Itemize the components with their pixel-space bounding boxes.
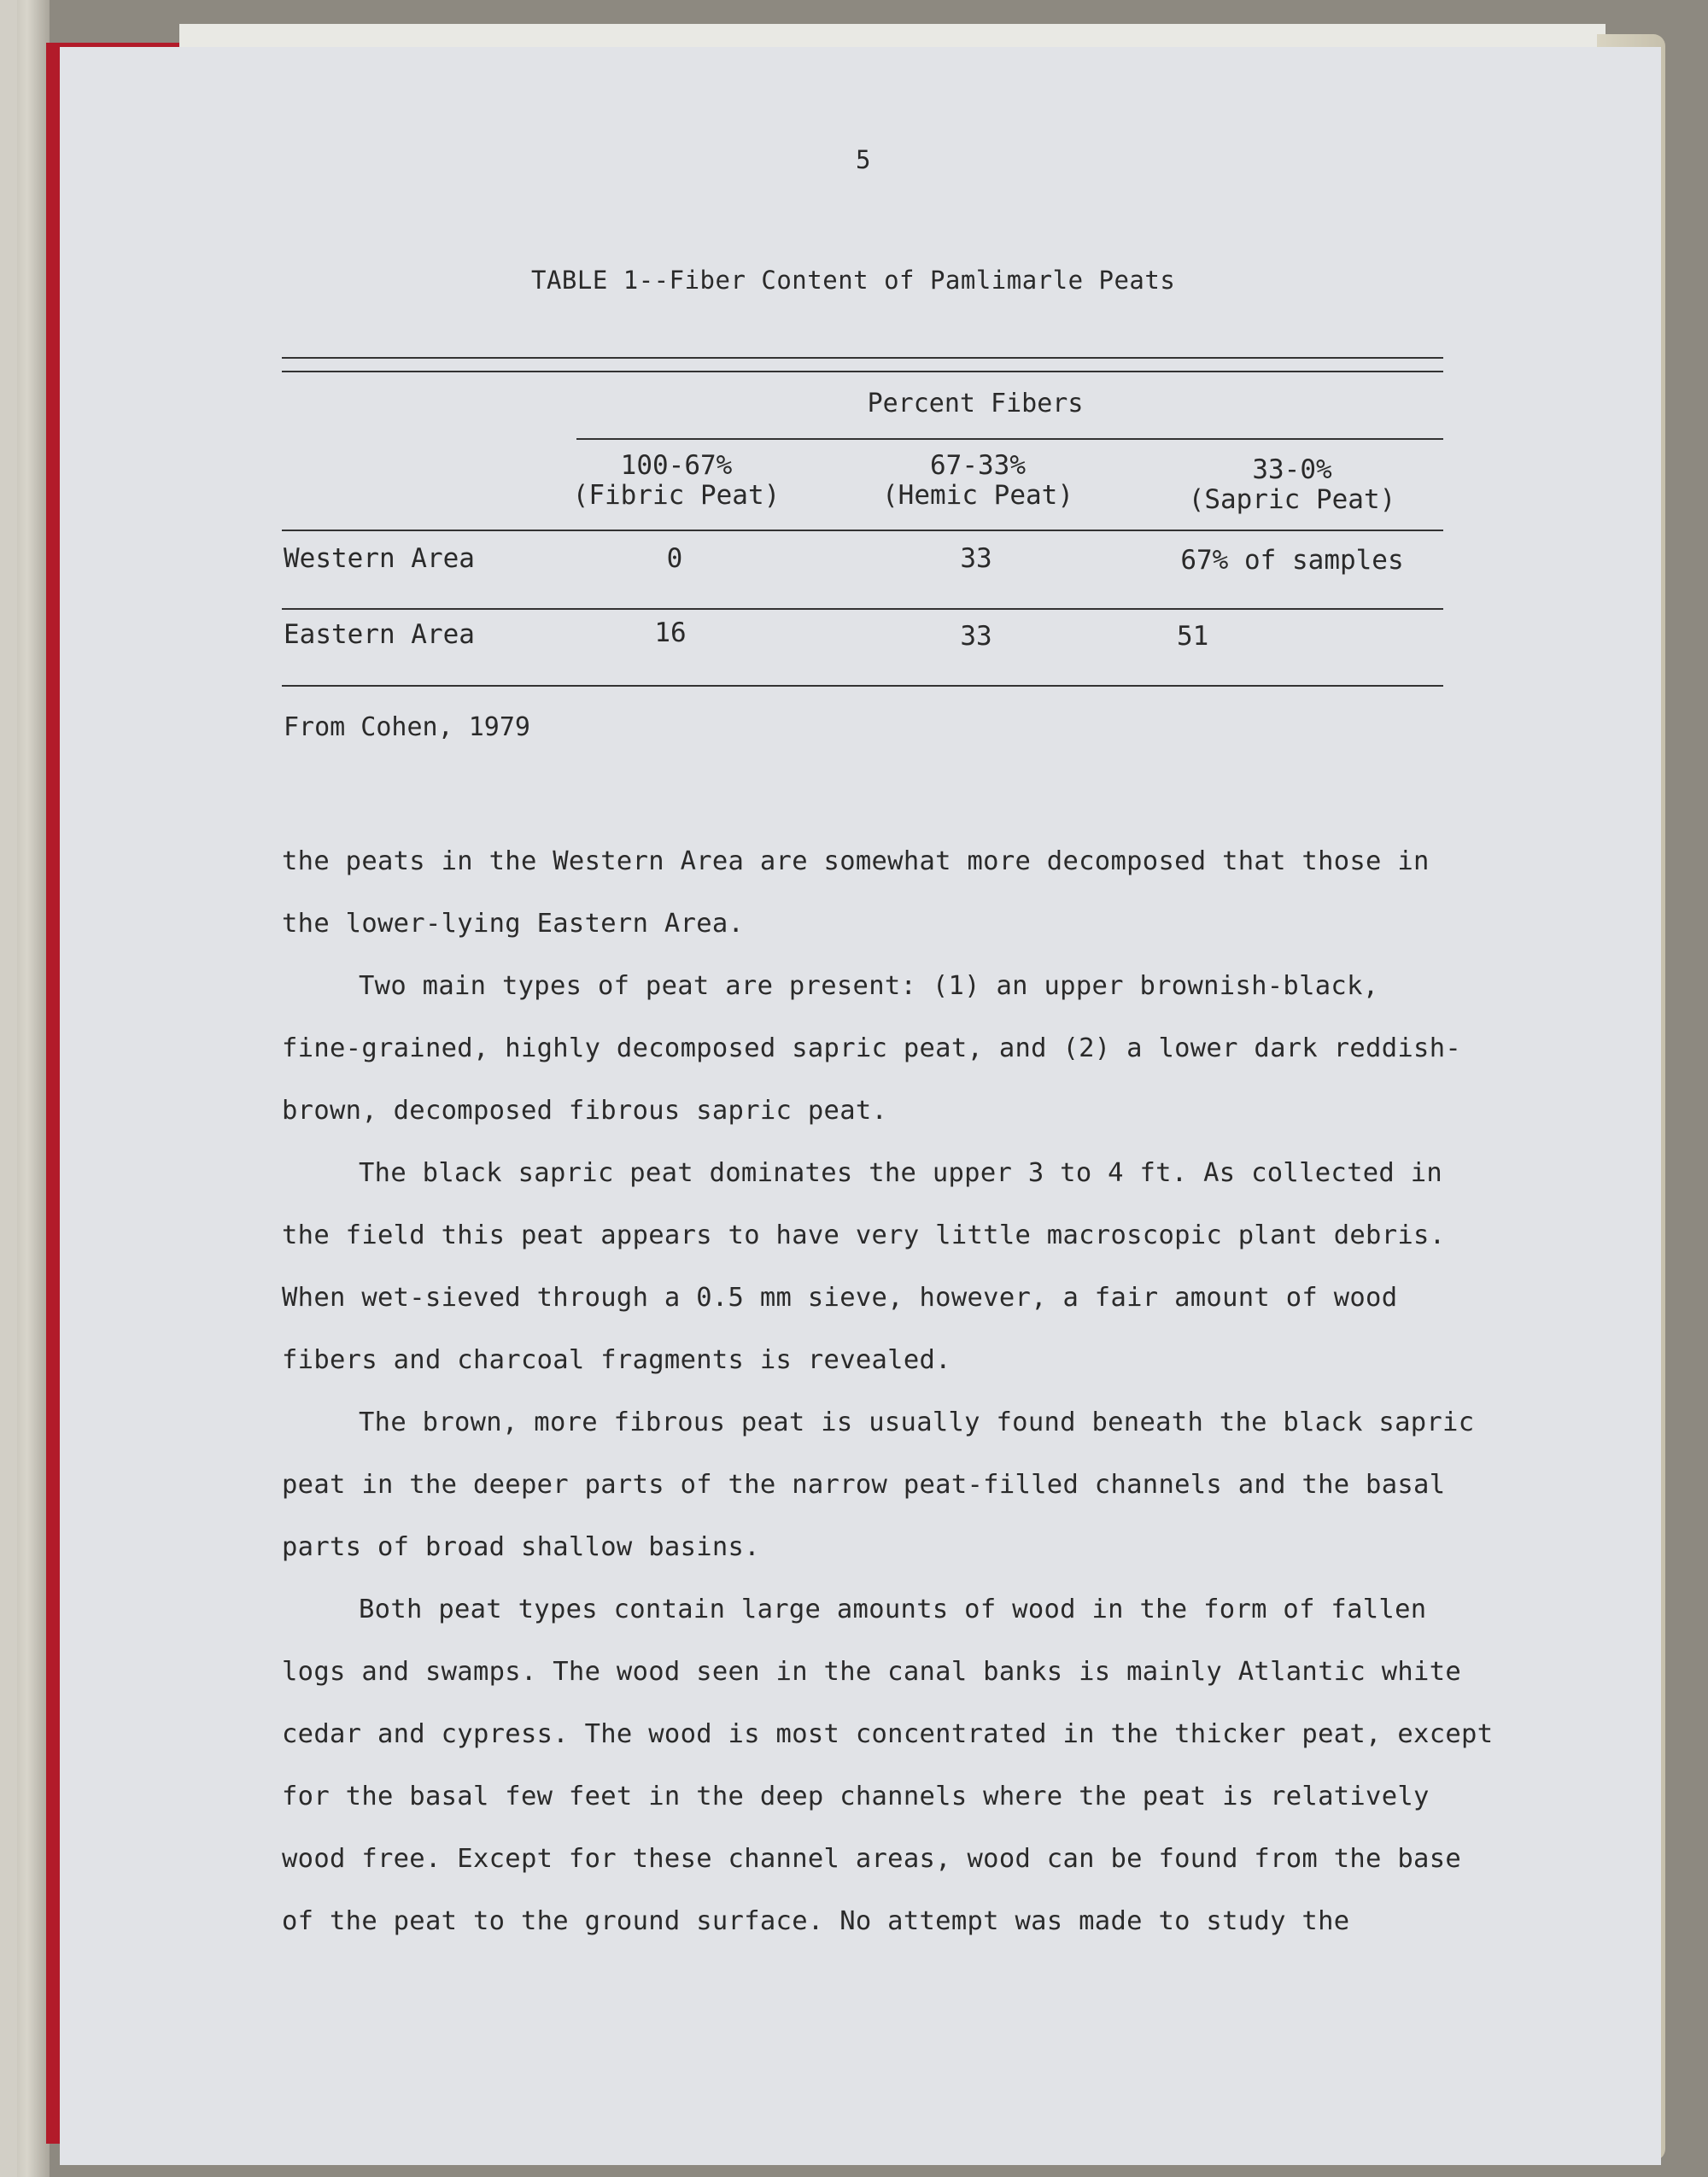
- group-header-percent-fibers: Percent Fibers: [867, 389, 1084, 418]
- body-line: the peats in the Western Area are somewhat more decomposed that those in: [282, 846, 1430, 876]
- cell-western-hemic: 33: [960, 543, 992, 574]
- cell-western-fibric: 0: [666, 543, 683, 574]
- body-line: wood free. Except for these channel areas, wood can be found from the base: [282, 1844, 1462, 1874]
- body-line: cedar and cypress. The wood is most concentrated in the thicker peat, except: [282, 1719, 1494, 1749]
- cell-eastern-sapric: 51: [1177, 621, 1209, 652]
- table-source-note: From Cohen, 1979: [284, 712, 530, 742]
- row-label-western-area: Western Area: [284, 543, 475, 574]
- body-line: parts of broad shallow basins.: [282, 1532, 760, 1562]
- body-line: for the basal few feet in the deep channels where the peat is relatively: [282, 1782, 1430, 1811]
- col-header-type-sapric: (Sapric Peat): [1188, 484, 1396, 515]
- cell-eastern-fibric: 16: [654, 617, 687, 648]
- cell-western-sapric: 67% of samples: [1180, 545, 1404, 576]
- table-top-rule-2: [282, 371, 1443, 372]
- row-divider-rule: [282, 608, 1443, 610]
- col-header-type-fibric: (Fibric Peat): [572, 480, 781, 511]
- col-header-range-fibric: 100-67%: [620, 450, 733, 481]
- body-line: When wet-sieved through a 0.5 mm sieve, however, a fair amount of wood: [282, 1283, 1398, 1313]
- cell-eastern-hemic: 33: [960, 621, 992, 652]
- body-line: The brown, more fibrous peat is usually found beneath the black sapric: [359, 1407, 1475, 1437]
- col-header-range-hemic: 67-33%: [930, 450, 1026, 481]
- body-line: logs and swamps. The wood seen in the canal banks is mainly Atlantic white: [282, 1657, 1462, 1687]
- group-header-rule: [576, 438, 1443, 440]
- body-line: peat in the deeper parts of the narrow peat-filled channels and the basal: [282, 1470, 1446, 1500]
- body-line: Both peat types contain large amounts of wood in the form of fallen: [359, 1595, 1427, 1624]
- body-line: fibers and charcoal fragments is revealed.: [282, 1345, 951, 1375]
- header-bottom-rule: [282, 530, 1443, 531]
- body-line: of the peat to the ground surface. No attempt was made to study the: [282, 1906, 1350, 1936]
- col-header-range-sapric: 33-0%: [1252, 454, 1332, 485]
- table-top-rule-1: [282, 357, 1443, 359]
- body-line: the lower-lying Eastern Area.: [282, 909, 745, 939]
- row-label-eastern-area: Eastern Area: [284, 619, 475, 650]
- binder-spine: [0, 0, 17, 2177]
- body-line: the field this peat appears to have very little macroscopic plant debris.: [282, 1220, 1446, 1250]
- body-line: Two main types of peat are present: (1) an upper brownish-black,: [359, 971, 1379, 1001]
- page-number: 5: [856, 145, 871, 174]
- table-title: TABLE 1--Fiber Content of Pamlimarle Peats: [531, 266, 1176, 295]
- body-text: [282, 830, 1494, 1952]
- body-line: fine-grained, highly decomposed sapric peat, and (2) a lower dark reddish-: [282, 1033, 1462, 1063]
- body-line: brown, decomposed fibrous sapric peat.: [282, 1096, 888, 1126]
- body-line: The black sapric peat dominates the upper 3 to 4 ft. As collected in: [359, 1158, 1443, 1188]
- col-header-type-hemic: (Hemic Peat): [882, 480, 1073, 511]
- table-bottom-rule: [282, 685, 1443, 687]
